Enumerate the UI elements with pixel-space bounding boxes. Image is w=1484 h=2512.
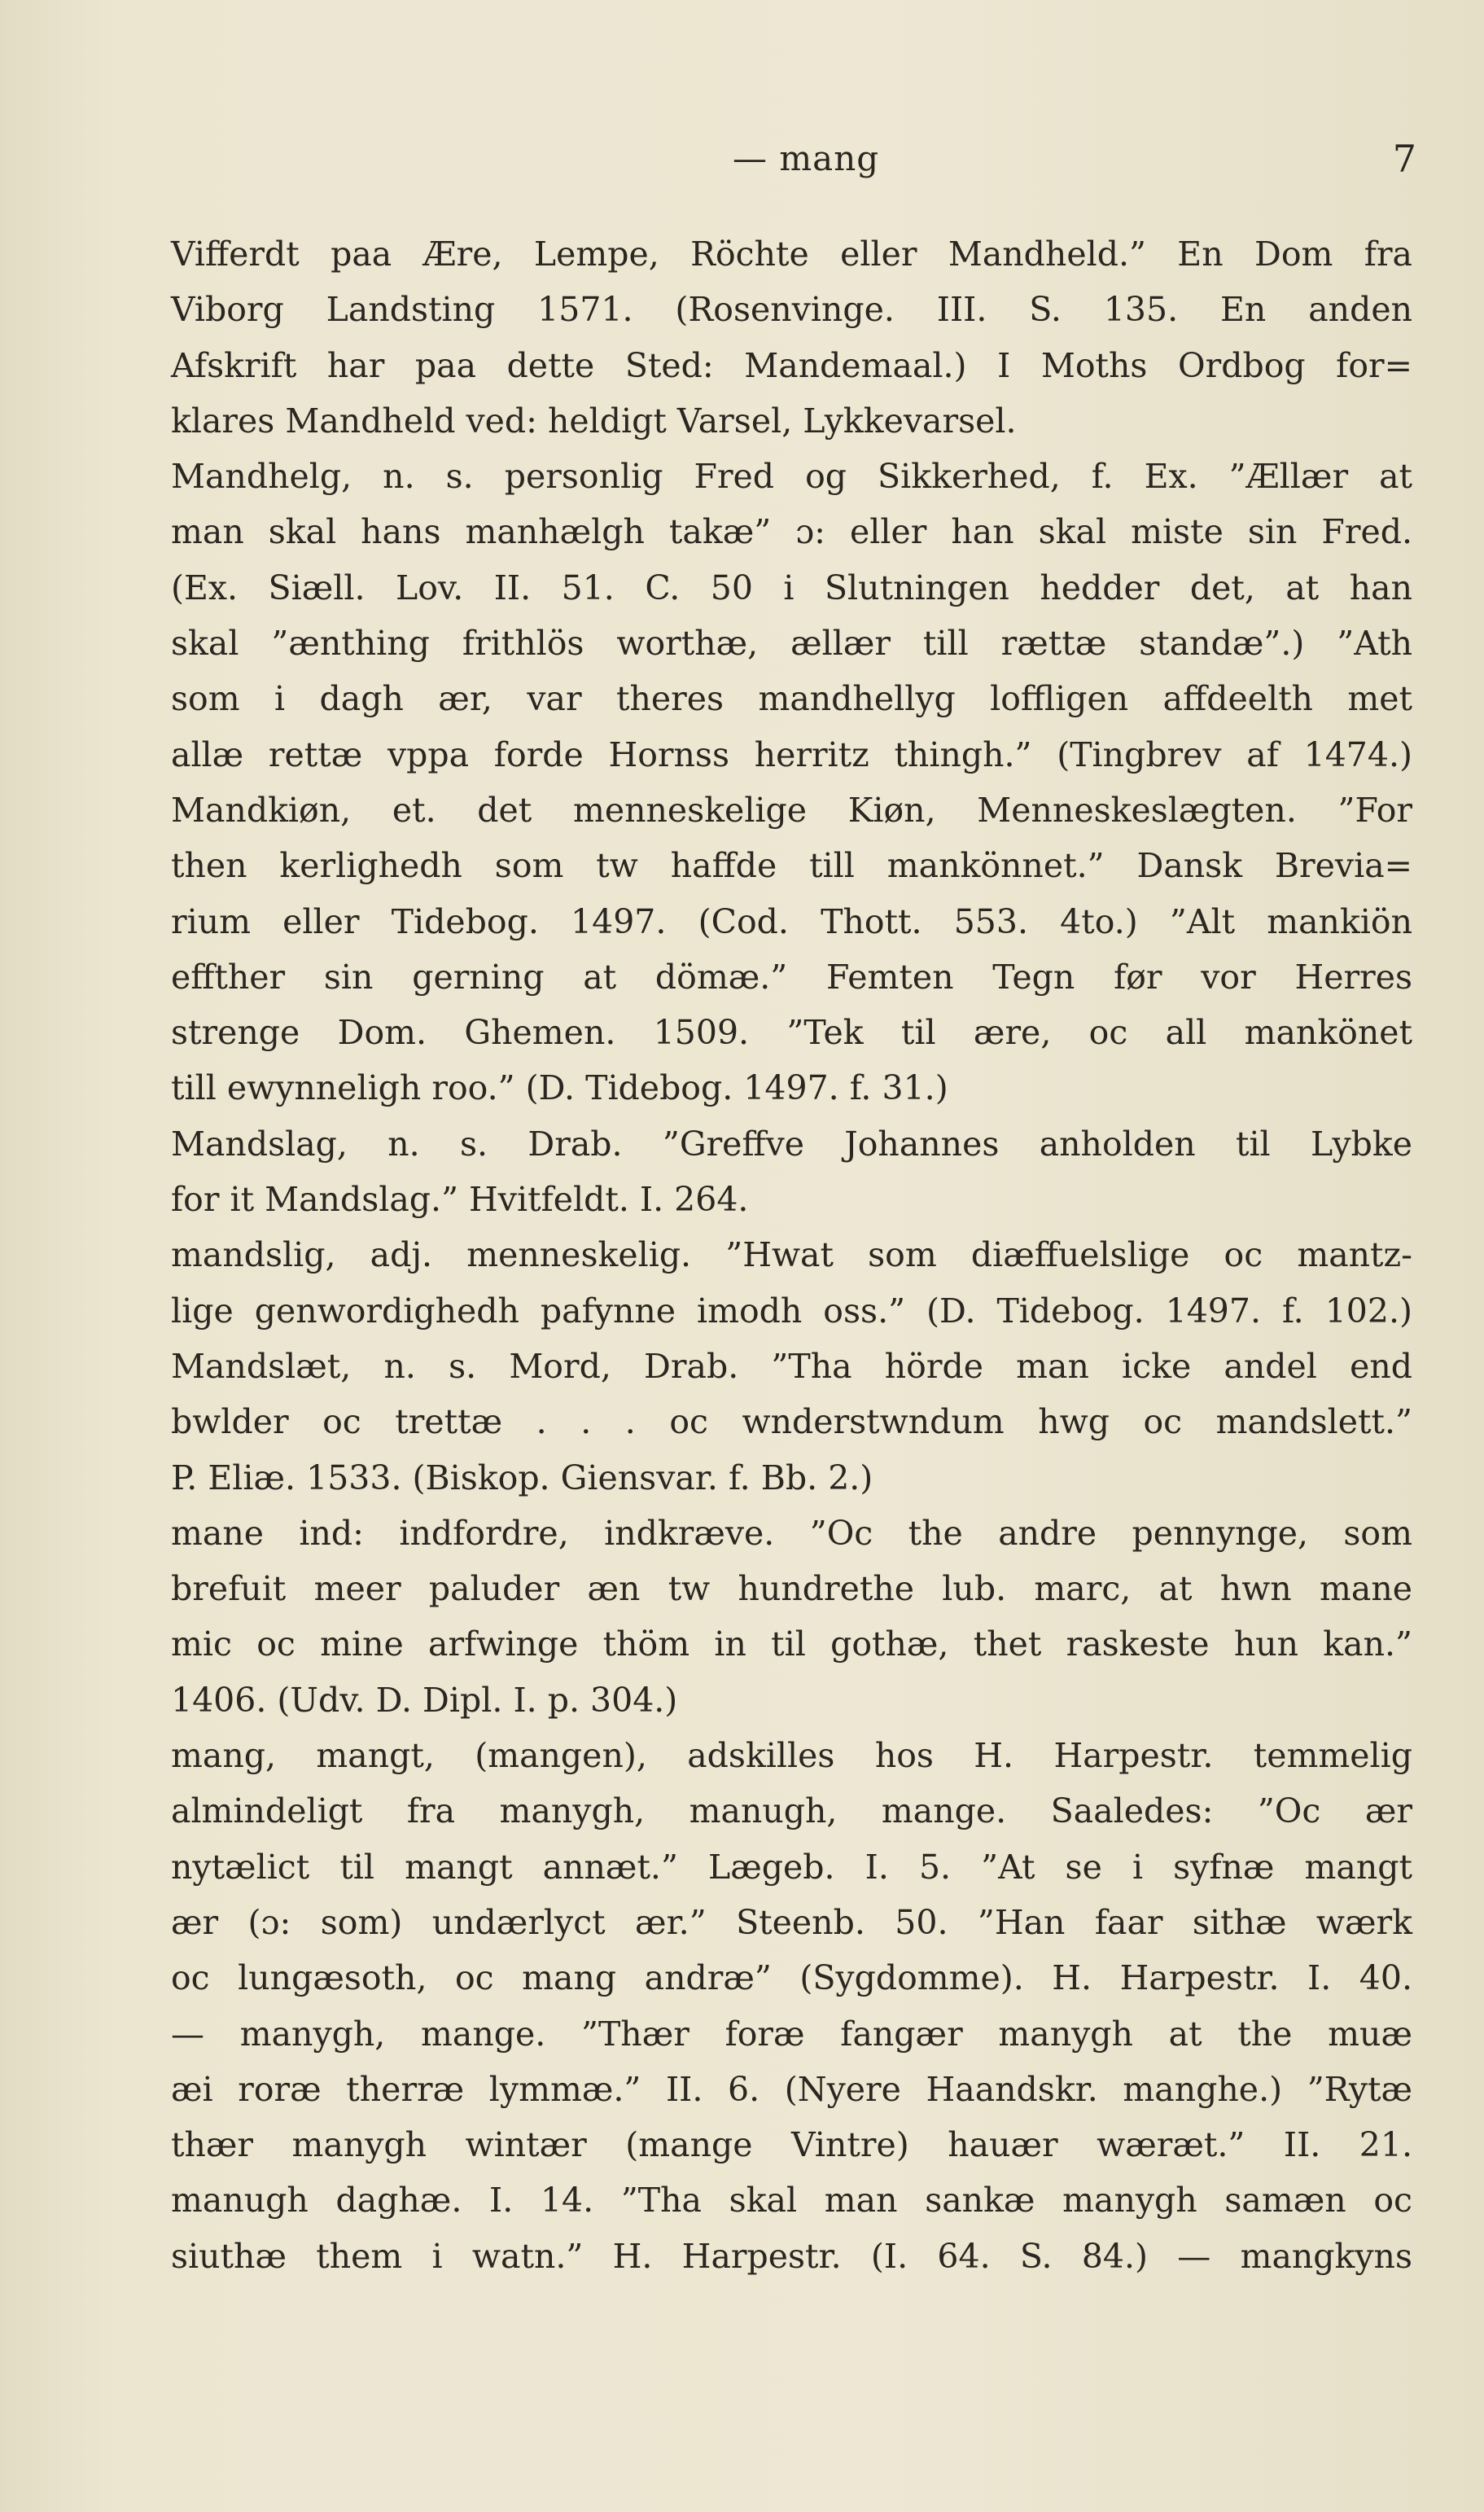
text-line: effther sin gerning at dömæ.” Femten Tegn før vor Herres <box>171 957 1412 997</box>
text-line: thær manygh wintær (mange Vintre) hauær wæræt.” II. 21. <box>171 2125 1412 2165</box>
text-line: allæ rettæ vppa forde Hornss herritz thingh.” (Tingbrev af 1474.) <box>171 734 1412 774</box>
entry-headword-line: mang, mangt, (mangen), adskilles hos H. Harpestr. temmelig <box>171 1736 1412 1776</box>
text-line: lige genwordighedh pafynne imodh oss.” (D. Tidebog. 1497. f. 102.) <box>171 1291 1412 1331</box>
text-line: man skal hans manhælgh takæ” ɔ: eller han skal miste sin Fred. <box>171 512 1412 552</box>
text-line: till ewynneligh roo.” (D. Tidebog. 1497. f. 31.) <box>171 1068 948 1108</box>
text-line: manugh daghæ. I. 14. ”Tha skal man sankæ manygh samæn oc <box>171 2181 1412 2220</box>
text-line: then kerlighedh som tw haffde till mankönnet.” Dansk Brevia= <box>171 846 1412 886</box>
text-line: 1406. (Udv. D. Dipl. I. p. 304.) <box>171 1680 678 1720</box>
text-line: — manygh, mange. ”Thær foræ fangær manygh at the muæ <box>171 2014 1412 2054</box>
text-line: oc lungæsoth, oc mang andræ” (Sygdomme). H. Harpestr. I. 40. <box>171 1958 1412 1998</box>
text-line: for it Mandslag.” Hvitfeldt. I. 264. <box>171 1180 749 1220</box>
text-line: ær (ɔ: som) undærlyct ær.” Steenb. 50. ”Han faar sithæ wærk <box>171 1902 1412 1942</box>
text-line: mic oc mine arfwinge thöm in til gothæ, thet raskeste hun kan.” <box>171 1624 1412 1664</box>
entry-headword-line: Mandhelg, n. s. personlig Fred og Sikkerhed, f. Ex. ”Ællær at <box>171 457 1412 497</box>
text-line: bwlder oc trettæ . . . oc wnderstwndum hwg oc mandslett.” <box>171 1402 1412 1442</box>
text-line: skal ”ænthing frithlös worthæ, ællær till rættæ standæ”.) ”Ath <box>171 624 1412 664</box>
entry-headword-line: Mandslæt, n. s. Mord, Drab. ”Tha hörde man icke andel end <box>171 1346 1412 1386</box>
entry-headword-line: Mandkiøn, et. det menneskelige Kiøn, Menneskeslægten. ”For <box>171 790 1412 830</box>
page-header <box>171 130 1416 187</box>
text-line: Afskrift har paa dette Sted: Mandemaal.) I Moths Ordbog for= <box>171 345 1412 385</box>
text-line: som i dagh ær, var theres mandhellyg loffligen affdeelth met <box>171 679 1412 719</box>
text-line: æi roræ therræ lymmæ.” II. 6. (Nyere Haandskr. manghe.) ”Rytæ <box>171 2069 1412 2109</box>
text-line: almindeligt fra manygh, manugh, mange. Saaledes: ”Oc ær <box>171 1791 1412 1831</box>
text-line: Vifferdt paa Ære, Lempe, Röchte eller Mandheld.” En Dom fra <box>171 235 1412 274</box>
text-line: (Ex. Siæll. Lov. II. 51. C. 50 i Slutningen hedder det, at han <box>171 568 1412 607</box>
text-line: brefuit meer paluder æn tw hundrethe lub. marc, at hwn mane <box>171 1569 1412 1609</box>
page-number: 7 <box>1392 137 1416 181</box>
text-line: P. Eliæ. 1533. (Biskop. Giensvar. f. Bb. 2.) <box>171 1458 873 1497</box>
text-line: strenge Dom. Ghemen. 1509. ”Tek til ære, oc all mankönet <box>171 1013 1412 1053</box>
text-line: rium eller Tidebog. 1497. (Cod. Thott. 553. 4to.) ”Alt mankiön <box>171 901 1412 941</box>
dictionary-text <box>171 226 1412 2284</box>
entry-headword-line: mane ind: indfordre, indkræve. ”Oc the andre pennynge, som <box>171 1513 1412 1553</box>
text-line: siuthæ them i watn.” H. Harpestr. (I. 64. S. 84.) — mangkyns <box>171 2236 1412 2276</box>
text-line: Viborg Landsting 1571. (Rosenvinge. III. S. 135. En anden <box>171 290 1412 330</box>
text-line: klares Mandheld ved: heldigt Varsel, Lykkevarsel. <box>171 401 1017 441</box>
entry-headword-line: Mandslag, n. s. Drab. ”Greffve Johannes anholden til Lybke <box>171 1124 1412 1164</box>
text-line: nytælict til mangt annæt.” Lægeb. I. 5. ”At se i syfnæ mangt <box>171 1847 1412 1887</box>
entry-headword-line: mandslig, adj. menneskelig. ”Hwat som diæffuelslige oc mantz- <box>171 1235 1412 1275</box>
running-head: — mang <box>733 138 880 178</box>
